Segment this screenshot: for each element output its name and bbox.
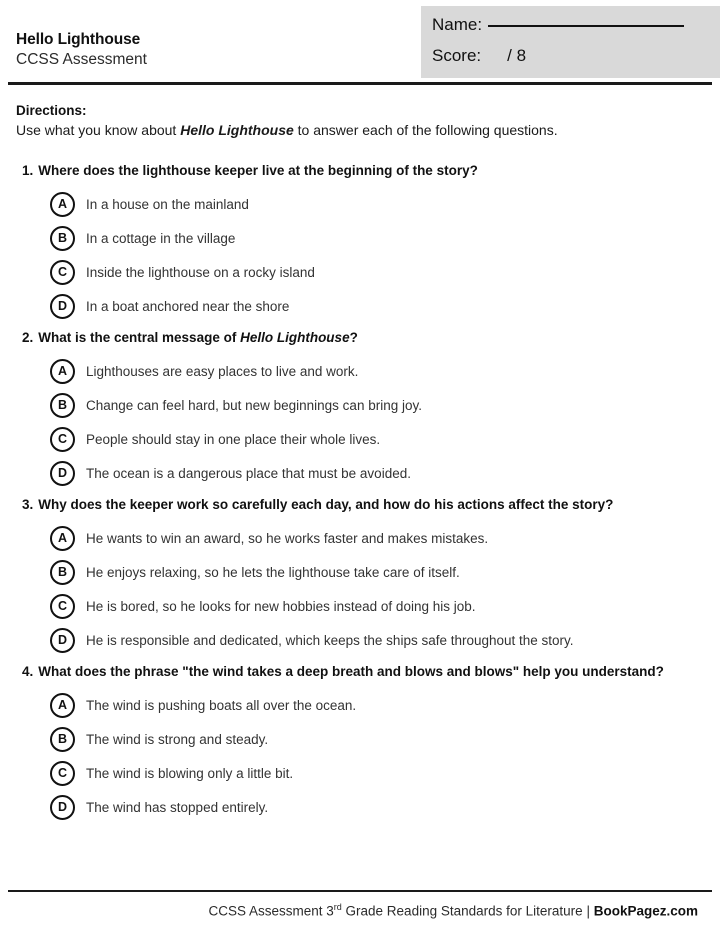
- option-row-4c[interactable]: [0, 756, 720, 790]
- score-value[interactable]: / 8: [507, 46, 527, 65]
- option-text-4a: The wind is pushing boats all over the ocean.: [86, 697, 357, 713]
- footer: [0, 902, 712, 919]
- option-bubble-b[interactable]: B: [50, 727, 75, 752]
- question-block-4: [0, 663, 720, 824]
- directions-label: Directions:: [16, 103, 87, 118]
- option-text-4b: The wind is strong and steady.: [86, 731, 269, 747]
- option-text-3b: He enjoys relaxing, so he lets the lighthouse take care of itself.: [86, 564, 460, 580]
- option-row-3b[interactable]: [0, 555, 720, 589]
- question-prompt-2: [0, 329, 720, 347]
- option-text-3d: He is responsible and dedicated, which keeps the ships safe throughout the story.: [86, 632, 574, 648]
- option-text-2d: The ocean is a dangerous place that must be avoided.: [86, 465, 411, 481]
- questions-list: [0, 162, 720, 830]
- option-bubble-b[interactable]: B: [50, 226, 75, 251]
- option-bubble-a[interactable]: A: [50, 693, 75, 718]
- option-bubble-c[interactable]: C: [50, 761, 75, 786]
- option-row-1a[interactable]: [0, 187, 720, 221]
- option-bubble-d[interactable]: D: [50, 795, 75, 820]
- options-3: [0, 521, 720, 657]
- question-prompt-4: [0, 663, 720, 681]
- option-text-3c: He is bored, so he looks for new hobbies instead of doing his job.: [86, 598, 476, 614]
- option-text-2a: Lighthouses are easy places to live and work.: [86, 363, 359, 379]
- option-row-4a[interactable]: [0, 688, 720, 722]
- option-text-1a: In a house on the mainland: [86, 196, 249, 212]
- option-text-1b: In a cottage in the village: [86, 230, 236, 246]
- question-text-4: What does the phrase "the wind takes a deep breath and blows and blows" help you understand?: [38, 664, 664, 679]
- option-row-1c[interactable]: [0, 255, 720, 289]
- score-label: Score:: [432, 46, 482, 65]
- question-text-3: Why does the keeper work so carefully each day, and how do his actions affect the story?: [38, 497, 614, 512]
- option-bubble-d[interactable]: D: [50, 628, 75, 653]
- option-bubble-a[interactable]: A: [50, 192, 75, 217]
- option-bubble-d[interactable]: D: [50, 294, 75, 319]
- question-text-2-before: What is the central message of: [38, 330, 241, 345]
- footer-divider: [8, 890, 712, 892]
- option-bubble-c[interactable]: C: [50, 260, 75, 285]
- name-input-line[interactable]: [488, 25, 684, 27]
- footer-brand-link[interactable]: BookPagez.com: [593, 903, 698, 919]
- question-number-3: 3.: [22, 497, 34, 512]
- name-label: Name:: [432, 15, 483, 34]
- option-row-3d[interactable]: [0, 623, 720, 657]
- option-row-4d[interactable]: [0, 790, 720, 824]
- options-4: [0, 688, 720, 824]
- question-block-2: [0, 329, 720, 490]
- option-row-3a[interactable]: [0, 521, 720, 555]
- option-text-2c: People should stay in one place their whole lives.: [86, 431, 381, 447]
- option-bubble-a[interactable]: A: [50, 359, 75, 384]
- option-row-2c[interactable]: [0, 422, 720, 456]
- directions-text-after: to answer each of the following questions.: [293, 122, 558, 138]
- option-text-2b: Change can feel hard, but new beginnings can bring joy.: [86, 397, 422, 413]
- score-row: [432, 46, 720, 77]
- option-row-2b[interactable]: [0, 388, 720, 422]
- option-row-3c[interactable]: [0, 589, 720, 623]
- page-subtitle: CCSS Assessment: [16, 51, 147, 68]
- question-prompt-3: [0, 496, 720, 514]
- directions-text: [16, 121, 706, 140]
- option-row-4b[interactable]: [0, 722, 720, 756]
- worksheet-header: [0, 0, 720, 84]
- option-bubble-c[interactable]: C: [50, 427, 75, 452]
- footer-standard-rest: Grade Reading Standards for Literature: [341, 903, 583, 919]
- directions-text-before: Use what you know about: [16, 122, 181, 138]
- question-block-1: [0, 162, 720, 323]
- option-row-2d[interactable]: [0, 456, 720, 490]
- option-bubble-c[interactable]: C: [50, 594, 75, 619]
- directions-book-title: Hello Lighthouse: [180, 122, 294, 138]
- question-text-2: [38, 329, 706, 347]
- footer-standard-text: CCSS Assessment 3: [208, 903, 334, 919]
- question-text-1: Where does the lighthouse keeper live at the beginning of the story?: [38, 163, 478, 178]
- option-row-1d[interactable]: [0, 289, 720, 323]
- option-row-2a[interactable]: [0, 354, 720, 388]
- option-text-1d: In a boat anchored near the shore: [86, 298, 290, 314]
- question-prompt-1: [0, 162, 720, 180]
- question-block-3: [0, 496, 720, 657]
- footer-ordinal: rd: [333, 902, 342, 912]
- name-row: [432, 15, 720, 46]
- option-bubble-b[interactable]: B: [50, 560, 75, 585]
- option-text-4d: The wind has stopped entirely.: [86, 799, 269, 815]
- options-1: [0, 187, 720, 323]
- question-number-2: 2.: [22, 330, 34, 345]
- name-score-box: [421, 6, 720, 78]
- option-text-4c: The wind is blowing only a little bit.: [86, 765, 294, 781]
- option-text-1c: Inside the lighthouse on a rocky island: [86, 264, 315, 280]
- footer-separator: |: [586, 903, 590, 919]
- page-title: Hello Lighthouse: [16, 31, 141, 48]
- question-number-4: 4.: [22, 664, 34, 679]
- option-text-3a: He wants to win an award, so he works faster and makes mistakes.: [86, 530, 489, 546]
- option-bubble-d[interactable]: D: [50, 461, 75, 486]
- header-divider: [8, 82, 712, 85]
- option-row-1b[interactable]: [0, 221, 720, 255]
- question-number-1: 1.: [22, 163, 34, 178]
- header-titles: [16, 30, 147, 69]
- option-bubble-a[interactable]: A: [50, 526, 75, 551]
- question-text-2-italic: Hello Lighthouse: [240, 330, 350, 345]
- directions-section: [16, 102, 706, 140]
- question-text-2-after: ?: [349, 330, 358, 345]
- options-2: [0, 354, 720, 490]
- option-bubble-b[interactable]: B: [50, 393, 75, 418]
